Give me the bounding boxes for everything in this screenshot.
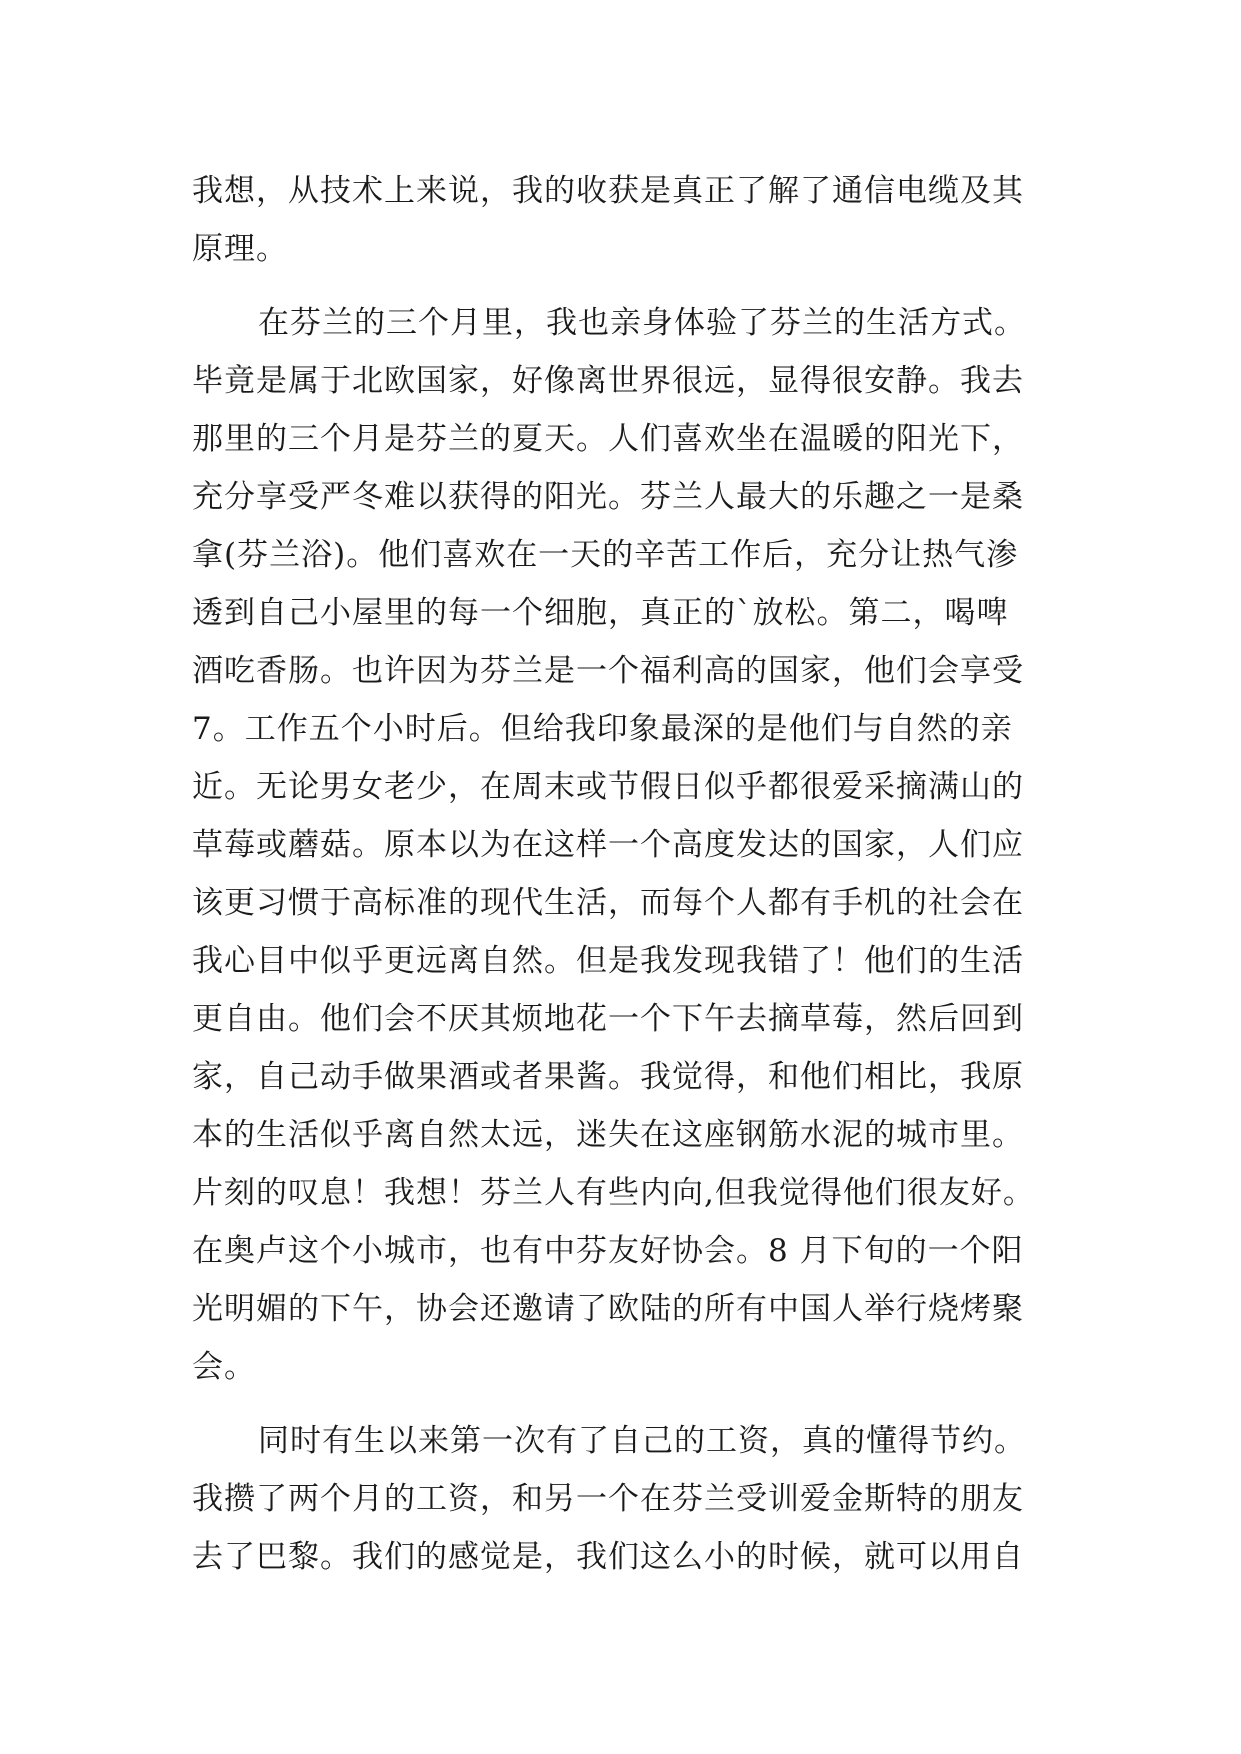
text-line: 在奥卢这个小城市，也有中芬友好协会。8 月下旬的一个阳 <box>192 1233 1024 1269</box>
document-body <box>192 162 1072 1586</box>
text-line: 7。工作五个小时后。但给我印象最深的是他们与自然的亲 <box>192 711 1013 747</box>
text-line: 去了巴黎。我们的感觉是，我们这么小的时候，就可以用自 <box>192 1539 1024 1575</box>
paragraph-gap <box>192 1396 1072 1412</box>
text-line: 会。 <box>192 1349 256 1385</box>
text-line: 透到自己小屋里的每一个细胞，真正的`放松。第二，喝啤 <box>192 595 1009 631</box>
paragraph <box>192 294 1072 1396</box>
text-line: 光明媚的下午，协会还邀请了欧陆的所有中国人举行烧烤聚 <box>192 1291 1024 1327</box>
text-line: 拿(芬兰浴)。他们喜欢在一天的辛苦工作后，充分让热气渗 <box>192 537 1019 573</box>
text-line: 家，自己动手做果酒或者果酱。我觉得，和他们相比，我原 <box>192 1059 1024 1095</box>
text-line: 毕竟是属于北欧国家，好像离世界很远，显得很安静。我去 <box>192 363 1024 399</box>
text-line: 草莓或蘑菇。原本以为在这样一个高度发达的国家，人们应 <box>192 827 1024 863</box>
text-line: 更自由。他们会不厌其烦地花一个下午去摘草莓，然后回到 <box>192 1001 1024 1037</box>
text-line: 我心目中似乎更远离自然。但是我发现我错了！他们的生活 <box>192 943 1024 979</box>
text-line: 近。无论男女老少，在周末或节假日似乎都很爱采摘满山的 <box>192 769 1024 805</box>
text-line: 该更习惯于高标准的现代生活，而每个人都有手机的社会在 <box>192 885 1024 921</box>
text-line: 在芬兰的三个月里，我也亲身体验了芬兰的生活方式。 <box>258 305 1026 341</box>
paragraph <box>192 162 1072 278</box>
text-line: 那里的三个月是芬兰的夏天。人们喜欢坐在温暖的阳光下， <box>192 421 1024 457</box>
text-line: 本的生活似乎离自然太远，迷失在这座钢筋水泥的城市里。 <box>192 1117 1024 1153</box>
text-line: 我攒了两个月的工资，和另一个在芬兰受训爱金斯特的朋友 <box>192 1481 1024 1517</box>
text-line: 酒吃香肠。也许因为芬兰是一个福利高的国家，他们会享受 <box>192 653 1024 689</box>
paragraph <box>192 1412 1072 1586</box>
text-line: 同时有生以来第一次有了自己的工资，真的懂得节约。 <box>258 1423 1026 1459</box>
text-line: 片刻的叹息！我想！芬兰人有些内向,但我觉得他们很友好。 <box>192 1175 1035 1211</box>
text-line: 我想，从技术上来说，我的收获是真正了解了通信电缆及其 <box>192 173 1024 209</box>
paragraph-gap <box>192 278 1072 294</box>
text-line: 原理。 <box>192 231 288 267</box>
text-line: 充分享受严冬难以获得的阳光。芬兰人最大的乐趣之一是桑 <box>192 479 1024 515</box>
